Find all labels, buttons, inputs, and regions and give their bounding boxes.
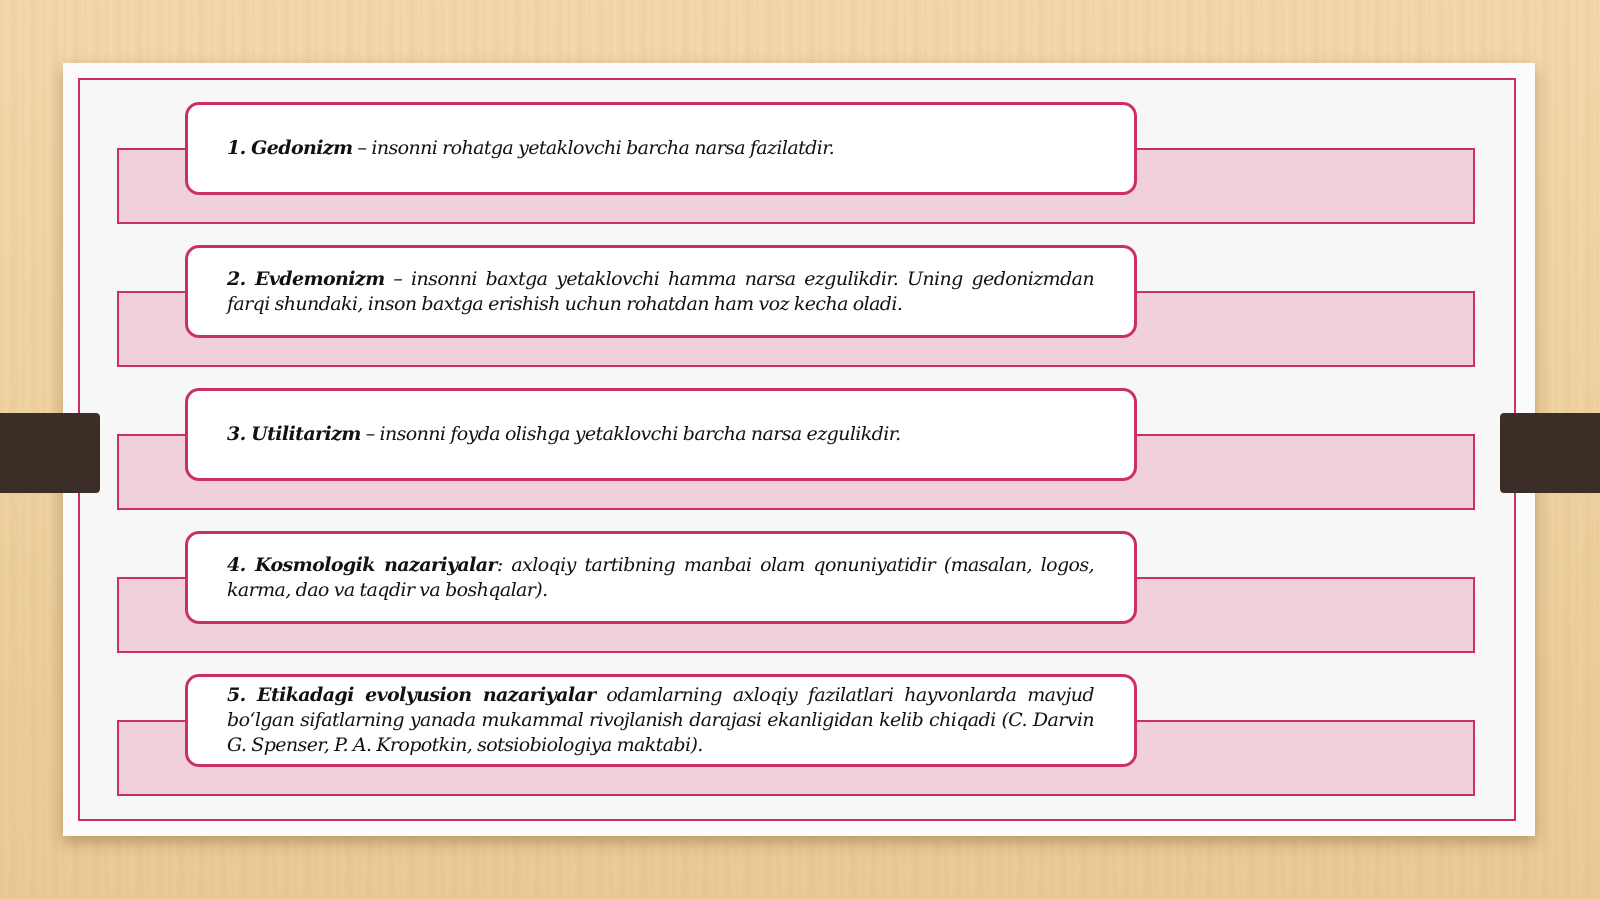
right-binder-clip (1500, 413, 1600, 493)
item-text-3 (227, 422, 1094, 447)
item-term-5: 5. Etikadagi evolyusion nazariyalar (227, 684, 596, 706)
left-binder-clip (0, 413, 100, 493)
item-text-5 (227, 683, 1094, 758)
item-card-1 (185, 102, 1137, 195)
item-description-5: odamlarning axloqiy fazilatlari hayvonlarda mavjud bo‘lgan sifatlarning yanada mukammal rivojlanish darajasi ekanligidan kelib chiqadi (C. Darvin G. Spenser, P. A. Kropotkin, sotsiobiologiya maktabi). (227, 684, 1094, 756)
item-text-1 (227, 136, 1094, 161)
item-text-2 (227, 267, 1094, 317)
item-description-3: – insonni foyda olishga yetaklovchi barcha narsa ezgulikdir. (360, 423, 901, 445)
item-term-1: 1. Gedonizm (227, 137, 353, 159)
item-description-4: : axloqiy tartibning manbai olam qonuniyatidir (masalan, logos, karma, dao va taqdir va boshqalar). (227, 553, 1094, 601)
item-card-2 (185, 245, 1137, 338)
item-text-4 (227, 553, 1094, 603)
item-card-5 (185, 674, 1137, 767)
item-description-2: – insonni baxtga yetaklovchi hamma narsa ezgulikdir. Uning gedonizmdan farqi shundaki, inson baxtga erishish uchun rohatdan ham voz kecha oladi. (227, 267, 1094, 315)
item-card-3 (185, 388, 1137, 481)
item-description-1: – insonni rohatga yetaklovchi barcha narsa fazilatdir. (352, 137, 835, 159)
item-term-2: 2. Evdemonizm (227, 267, 385, 290)
item-card-4 (185, 531, 1137, 624)
item-term-3: 3. Utilitarizm (227, 423, 361, 445)
item-term-4: 4. Kosmologik nazariyalar (227, 553, 497, 576)
